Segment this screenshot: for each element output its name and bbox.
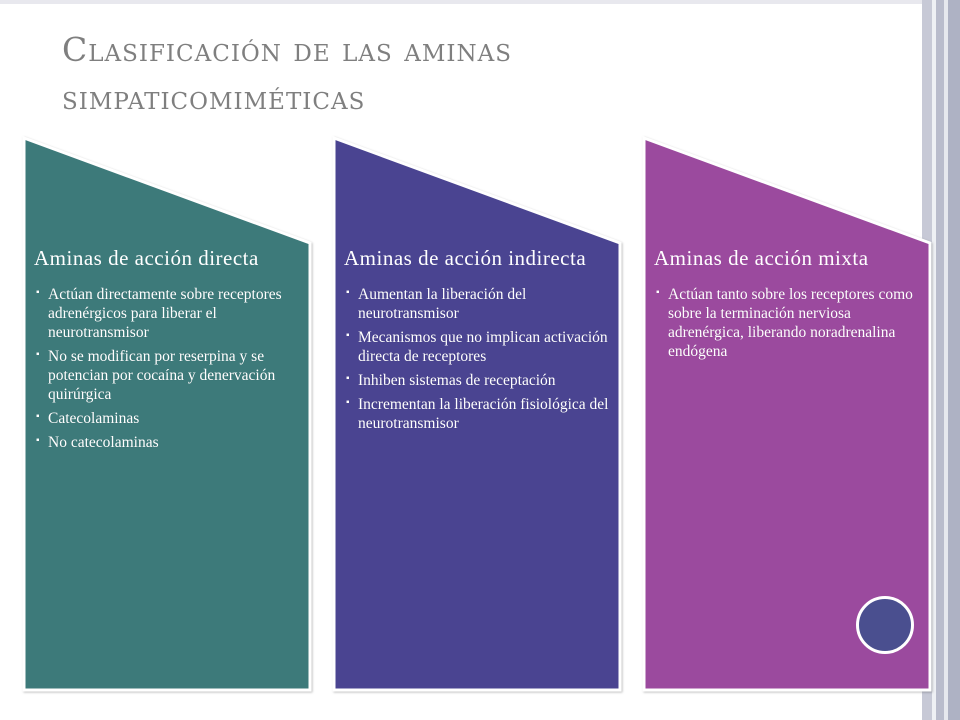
list-item: ▪ Inhiben sistemas de receptación xyxy=(344,371,612,390)
panel-heading: Aminas de acción mixta xyxy=(654,246,869,270)
panel-accion-indirecta xyxy=(334,138,626,690)
list-item: ▪ Mecanismos que no implican activación directa de receptores xyxy=(344,328,612,366)
decorative-circle xyxy=(856,596,914,654)
slide-title xyxy=(62,26,882,122)
panel-bullet-list xyxy=(34,285,302,452)
panel-bullet-list xyxy=(654,285,922,361)
top-rule xyxy=(0,0,922,4)
list-item: ▪ Catecolaminas xyxy=(34,409,302,428)
list-item: ▪ Actúan directamente sobre receptores adrenérgicos para liberar el neurotransmisor xyxy=(34,285,302,342)
panel-heading: Aminas de acción indirecta xyxy=(344,246,587,270)
list-item: ▪ Actúan tanto sobre los receptores como sobre la terminación nerviosa adrenérgica, liberando noradrenalina endógena xyxy=(654,285,922,361)
panel-accion-directa xyxy=(24,138,316,690)
list-item: ▪ No se modifican por reserpina y se potencian por cocaína y denervación quirúrgica xyxy=(34,347,302,404)
list-item: ▪ Incrementan la liberación fisiológica del neurotransmisor xyxy=(344,395,612,433)
list-item: ▪ No catecolaminas xyxy=(34,433,302,452)
list-item: ▪ Aumentan la liberación del neurotransmisor xyxy=(344,285,612,323)
slide-title-line2: simpaticomiméticas xyxy=(62,78,366,117)
slide-title-line1: Clasificación de las aminas xyxy=(62,30,512,69)
panel-bullet-list xyxy=(344,285,612,433)
panel-heading: Aminas de acción directa xyxy=(34,246,259,270)
